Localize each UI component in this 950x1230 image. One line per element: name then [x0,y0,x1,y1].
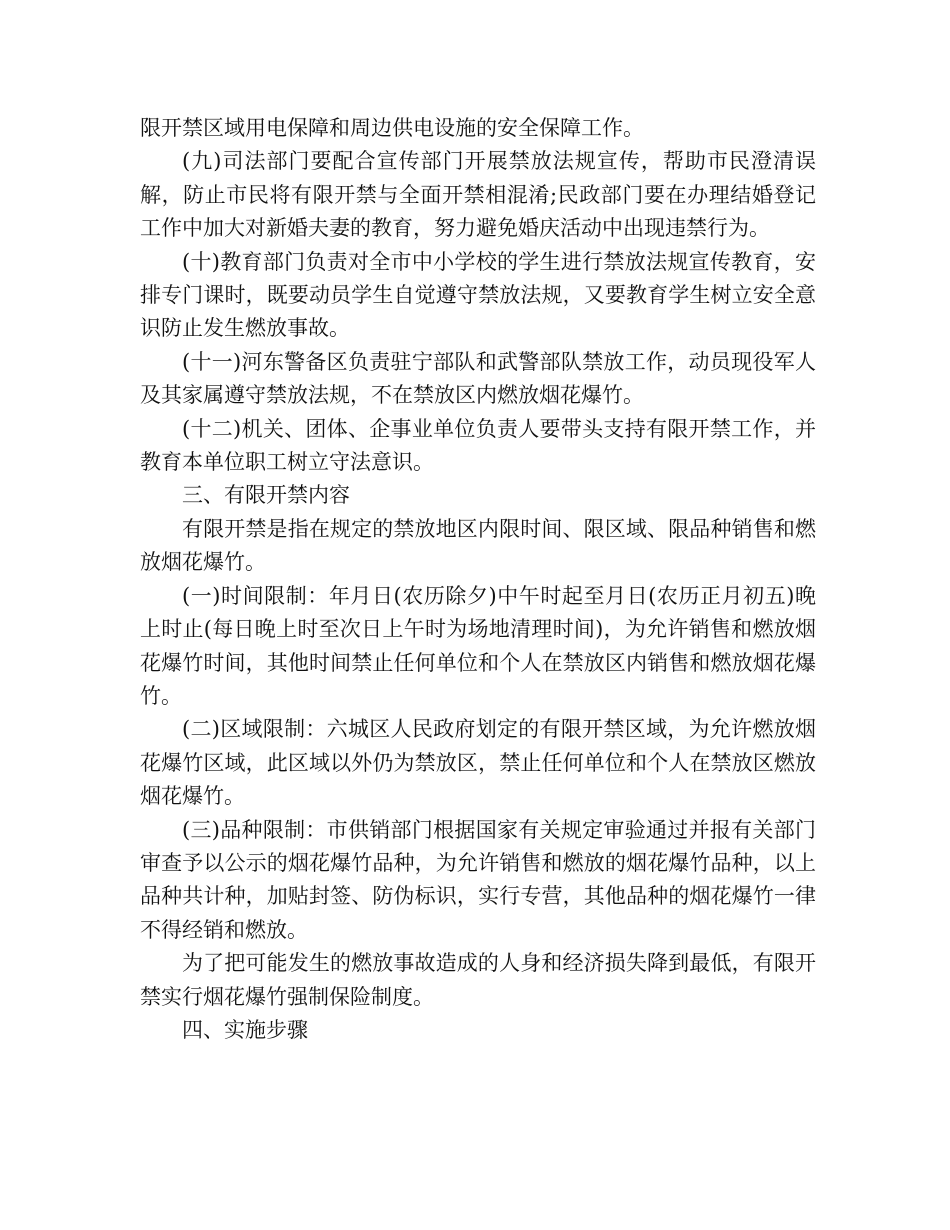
paragraph-continuation: 限开禁区域用电保障和周边供电设施的安全保障工作。 [140,116,644,140]
section-heading-3: 三、有限开禁内容 [182,483,350,508]
paragraph-item-9: (九)司法部门要配合宣传部门开展禁放法规宣传，帮助市民澄清误解，防止市民将有限开禁与全面开禁相混淆;民政部门要在办理结婚登记工作中加大对新婚夫妻的教育，努力避免婚庆活动中出现违禁行为。 [140,149,816,241]
paragraph-variety-limit: (三)品种限制：市供销部门根据国家有关规定审验通过并报有关部门审查予以公示的烟花爆竹品种，为允许销售和燃放的烟花爆竹品种，以上品种共计种，加贴封签、防伪标识，实行专营，其他品种的烟花爆竹一律不得经销和燃放。 [140,817,816,942]
paragraph-time-limit: (一)时间限制：年月日(农历除夕)中午时起至月日(农历正月初五)晚上时止(每日晚上时至次日上午时为场地清理时间)，为允许销售和燃放烟花爆竹时间，其他时间禁止任何单位和个人在禁放区内销售和燃放烟花爆竹。 [140,583,816,708]
section-heading-4: 四、实施步骤 [182,1017,308,1042]
paragraph-area-limit: (二)区域限制：六城区人民政府划定的有限开禁区域，为允许燃放烟花爆竹区域，此区域以外仍为禁放区，禁止任何单位和个人在禁放区燃放烟花爆竹。 [140,717,816,809]
paragraph-definition: 有限开禁是指在规定的禁放地区内限时间、限区域、限品种销售和燃放烟花爆竹。 [140,516,816,575]
paragraph-item-11: (十一)河东警备区负责驻宁部队和武警部队禁放工作，动员现役军人及其家属遵守禁放法规，不在禁放区内燃放烟花爆竹。 [140,349,816,408]
document-body [140,112,816,1047]
paragraph-item-10: (十)教育部门负责对全市中小学校的学生进行禁放法规宣传教育，安排专门课时，既要动员学生自觉遵守禁放法规，又要教育学生树立安全意识防止发生燃放事故。 [140,249,816,341]
paragraph-insurance: 为了把可能发生的燃放事故造成的人身和经济损失降到最低，有限开禁实行烟花爆竹强制保险制度。 [140,951,816,1009]
paragraph-item-12: (十二)机关、团体、企事业单位负责人要带头支持有限开禁工作，并教育本单位职工树立守法意识。 [140,416,816,475]
